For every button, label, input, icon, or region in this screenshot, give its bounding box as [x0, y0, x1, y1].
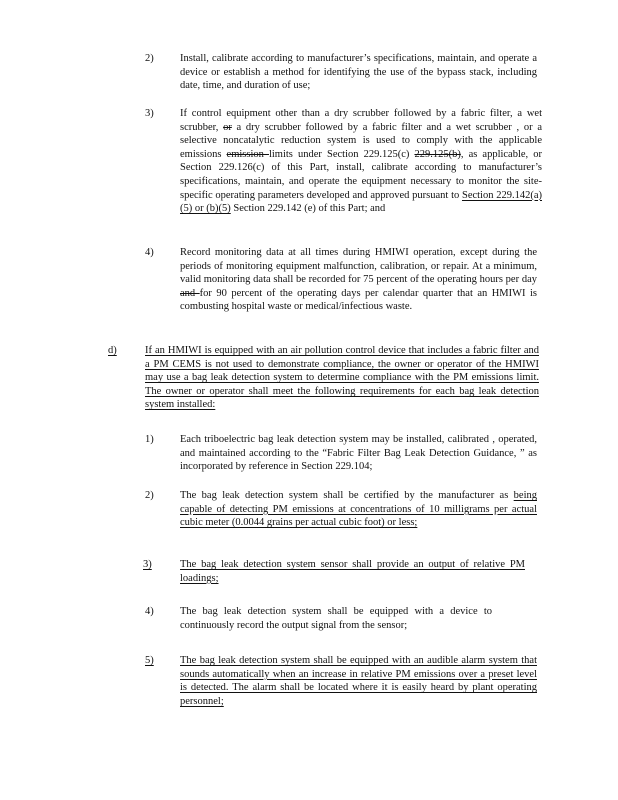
item-number-text: 4) — [145, 247, 154, 258]
underlined-text-segment: The bag leak detection system sensor shall provide an output of relative PM loadings; — [180, 559, 525, 584]
text-segment: If control equipment other than a dry scrubber followed by a fabric filter, a wet scrubber, — [180, 108, 542, 133]
text-segment: a dry scrubber followed by a fabric filter and a wet scrubber , or a selective noncatalytic reduction system is used to comply with the applicable emissions — [180, 121, 542, 160]
item-text — [180, 246, 537, 314]
item-text — [180, 558, 525, 585]
text-segment: for 90 percent of the operating days per calendar quarter that an HMIWI is combusting hospital waste or medical/infectious waste. — [180, 287, 537, 313]
struck-text-segment: 229.125(b) — [414, 148, 461, 160]
text-segment: Record monitoring data at all times during HMIWI operation, except during the periods of monitoring equipment malfunction, calibration, or repair. At a minimum, valid monitoring data shall be recorded for 75 percent of the operating hours per day — [180, 247, 537, 286]
text-segment: Install, calibrate according to manufacturer’s specifications, maintain, and operate a device or establish a method for identifying the use of the bypass stack, including date, time, and duration of use; — [180, 53, 537, 92]
text-segment: limits under Section 229.125(c) — [268, 148, 415, 160]
item-number-text: d) — [108, 345, 117, 356]
text-segment: The bag leak detection system shall be equipped with a device to continuously record the output signal from the sensor; — [180, 606, 492, 631]
item-text — [180, 52, 537, 93]
item-text — [180, 605, 492, 632]
item-number-text: 2) — [145, 490, 154, 501]
underlined-text-segment: being capable of detecting PM emissions at concentrations of 10 milligrams per actual cubic meter (0.0044 grains per actual cubic foot) or less; — [180, 490, 537, 529]
item-number — [145, 246, 154, 260]
item-number — [145, 489, 154, 503]
item-number — [145, 52, 154, 66]
text-segment: The bag leak detection system shall be certified by the manufacturer as — [180, 490, 514, 501]
text-segment: Each triboelectric bag leak detection system may be installed, calibrated , operated, and maintained according to the “Fabric Filter Bag Leak Detection Guidance, ” as incorporated by reference in Section 229.104; — [180, 434, 537, 473]
item-text — [180, 489, 537, 530]
item-number-text: 1) — [145, 434, 154, 445]
struck-text-segment: and — [180, 287, 200, 299]
underlined-text-segment: Section 229.142(a)(5) or (b)(5) — [180, 189, 542, 215]
item-number-text: 3) — [145, 108, 154, 119]
struck-text-segment: emission — [226, 148, 269, 160]
item-text — [180, 433, 537, 474]
item-number — [145, 654, 154, 668]
item-number-text: 2) — [145, 53, 154, 64]
item-number — [145, 433, 154, 447]
item-text — [180, 654, 537, 708]
item-number — [145, 107, 154, 121]
item-number — [145, 605, 154, 619]
item-text — [180, 107, 542, 216]
struck-text-segment: or — [223, 121, 232, 133]
text-segment: , as applicable, or Section 229.126(c) of this Part, install, calibrate according to manufacturer’s specifications, maintain, and operate the equipment necessary to monitor the site-specific operating parameters developed and approved pursuant to — [180, 148, 543, 201]
item-number-text: 5) — [145, 655, 154, 666]
underlined-text-segment: If an HMIWI is equipped with an air pollution control device that includes a fabric filter and a PM CEMS is not used to demonstrate compliance, the owner or operator of the HMIWI may use a bag leak detection system to determine compliance with the PM emissions limit. The owner or operator shall meet the following requirements for each bag leak detection system installed: — [145, 345, 539, 411]
item-number — [143, 558, 152, 572]
underlined-text-segment: The bag leak detection system shall be equipped with an audible alarm system that sounds automatically when an increase in relative PM emissions over a preset level is detected. The alarm shall be located where it is easily heard by plant operating personnel; — [180, 655, 537, 707]
text-segment: Section 229.142 (e) of this Part; and — [230, 203, 386, 215]
item-number-text: 3) — [143, 559, 152, 570]
item-text — [145, 344, 539, 412]
item-number-text: 4) — [145, 606, 154, 617]
item-number — [108, 344, 117, 358]
